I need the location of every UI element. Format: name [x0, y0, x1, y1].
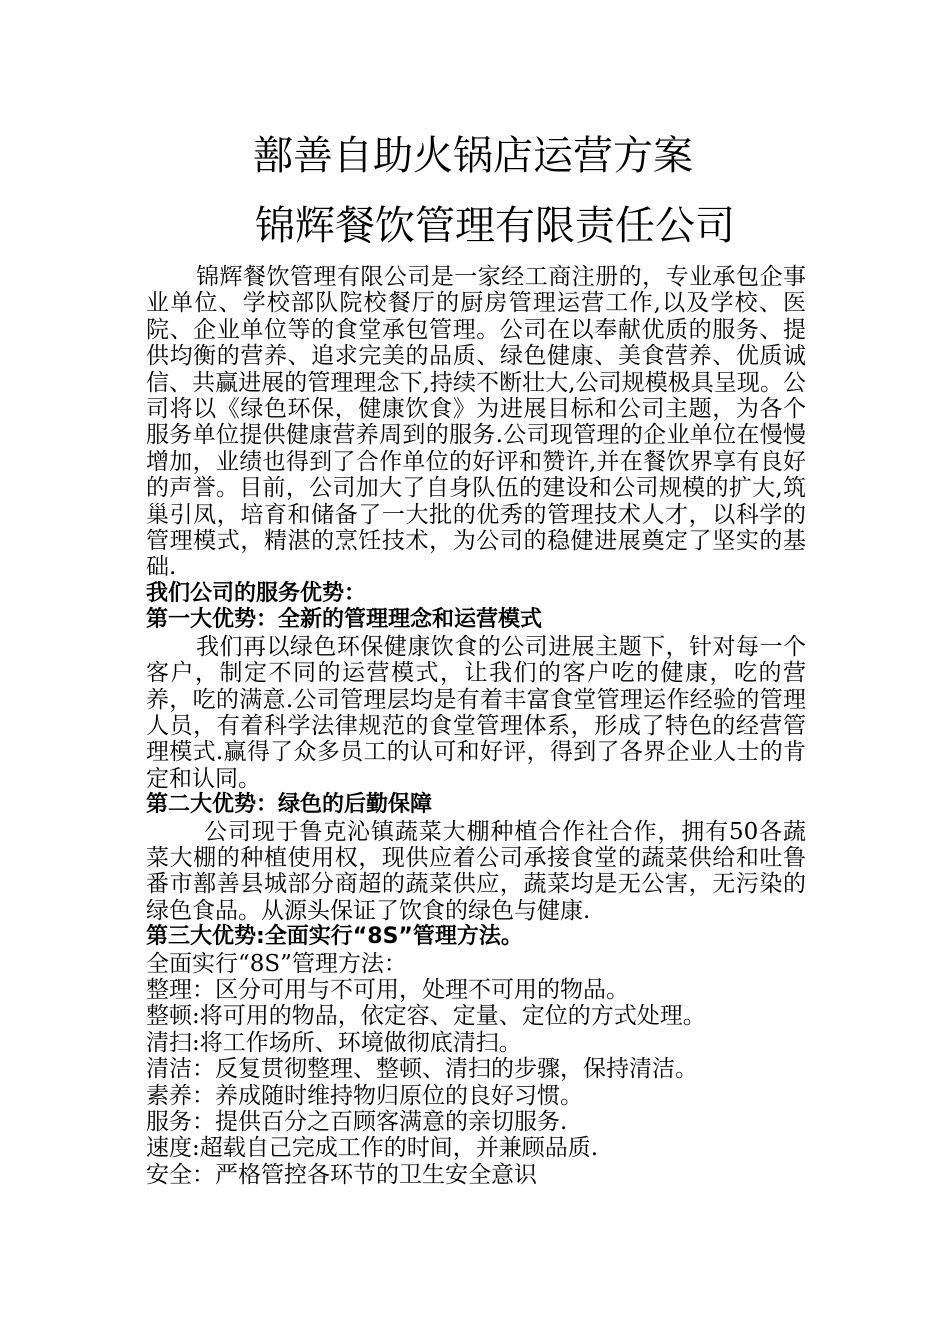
8s-item-service: 服务：提供百分之百顾客满意的亲切服务. — [146, 1109, 568, 1135]
document-title: 鄯善自助火锅店运营方案 — [253, 133, 693, 179]
8s-item-discipline: 素养：养成随时维持物归原位的良好习惯。 — [146, 1082, 583, 1109]
8s-intro-line: 全面实行“8S”管理方法： — [146, 950, 407, 977]
document-body — [146, 264, 806, 1188]
8s-item-speed: 速度:超载自己完成工作的时间，并兼顾品质. — [146, 1135, 599, 1162]
8s-item-sweep: 清扫:将工作场所、环境做彻底清扫。 — [146, 1029, 522, 1056]
company-name: 锦辉餐饮管理有限责任公司 — [255, 203, 735, 249]
advantage-2-paragraph: 公司现于鲁克沁镇蔬菜大棚种植合作社合作，拥有50各蔬菜大棚的种植使用权，现供应着公司承接食堂的蔬菜供给和吐鲁番市鄯善县城部分商超的蔬菜供应，蔬菜均是无公害，无污染的绿色食品。从源头保证了饮食的绿色与健康. — [146, 818, 806, 924]
8s-item-sort: 整理：区分可用与不可用，处理不可用的物品。 — [146, 976, 629, 1003]
advantage-1-paragraph: 我们再以绿色环保健康饮食的公司进展主题下，针对每一个客户，制定不同的运营模式，让我们的客户吃的健康，吃的营养，吃的满意.公司管理层均是有着丰富食堂管理运作经验的管理人员，有着科学法律规范的食堂管理体系，形成了特色的经营管理模式.赢得了众多员工的认可和好评，得到了各界企业人士的肯定和认同。 — [146, 633, 806, 792]
8s-item-set-in-order: 整顿:将可用的物品，依定容、定量、定位的方式处理。 — [146, 1003, 706, 1030]
8s-item-standardize: 清洁：反复贯彻整理、整顿、清扫的步骤，保持清洁。 — [146, 1056, 698, 1083]
8s-item-safety: 安全：严格管控各环节的卫生安全意识 — [146, 1161, 537, 1188]
advantages-heading: 我们公司的服务优势： — [146, 580, 367, 606]
advantage-2-heading: 第二大优势：绿色的后勤保障 — [146, 792, 433, 818]
advantage-1-heading: 第一大优势：全新的管理理念和运营模式 — [146, 607, 543, 633]
intro-paragraph: 锦辉餐饮管理有限公司是一家经工商注册的，专业承包企事业单位、学校部队院校餐厅的厨房管理运营工作,以及学校、医院、企业单位等的食堂承包管理。公司在以奉献优质的服务、提供均衡的营养、追求完美的品质、绿色健康、美食营养、优质诚信、共赢进展的管理理念下,持续不断壮大,公司规模极具呈现。公司将以《绿色环保，健康饮食》为进展目标和公司主题，为各个服务单位提供健康营养周到的服务.公司现管理的企业单位在慢慢增加，业绩也得到了合作单位的好评和赞许,并在餐饮界享有良好的声誉。目前，公司加大了自身队伍的建设和公司规模的扩大,筑巢引凤，培育和储备了一大批的优秀的管理技术人才，以科学的管理模式，精湛的烹饪技术，为公司的稳健进展奠定了坚实的基础. — [146, 264, 806, 581]
advantage-3-heading: 第三大优势:全面实行“8S”管理方法。 — [146, 924, 523, 950]
